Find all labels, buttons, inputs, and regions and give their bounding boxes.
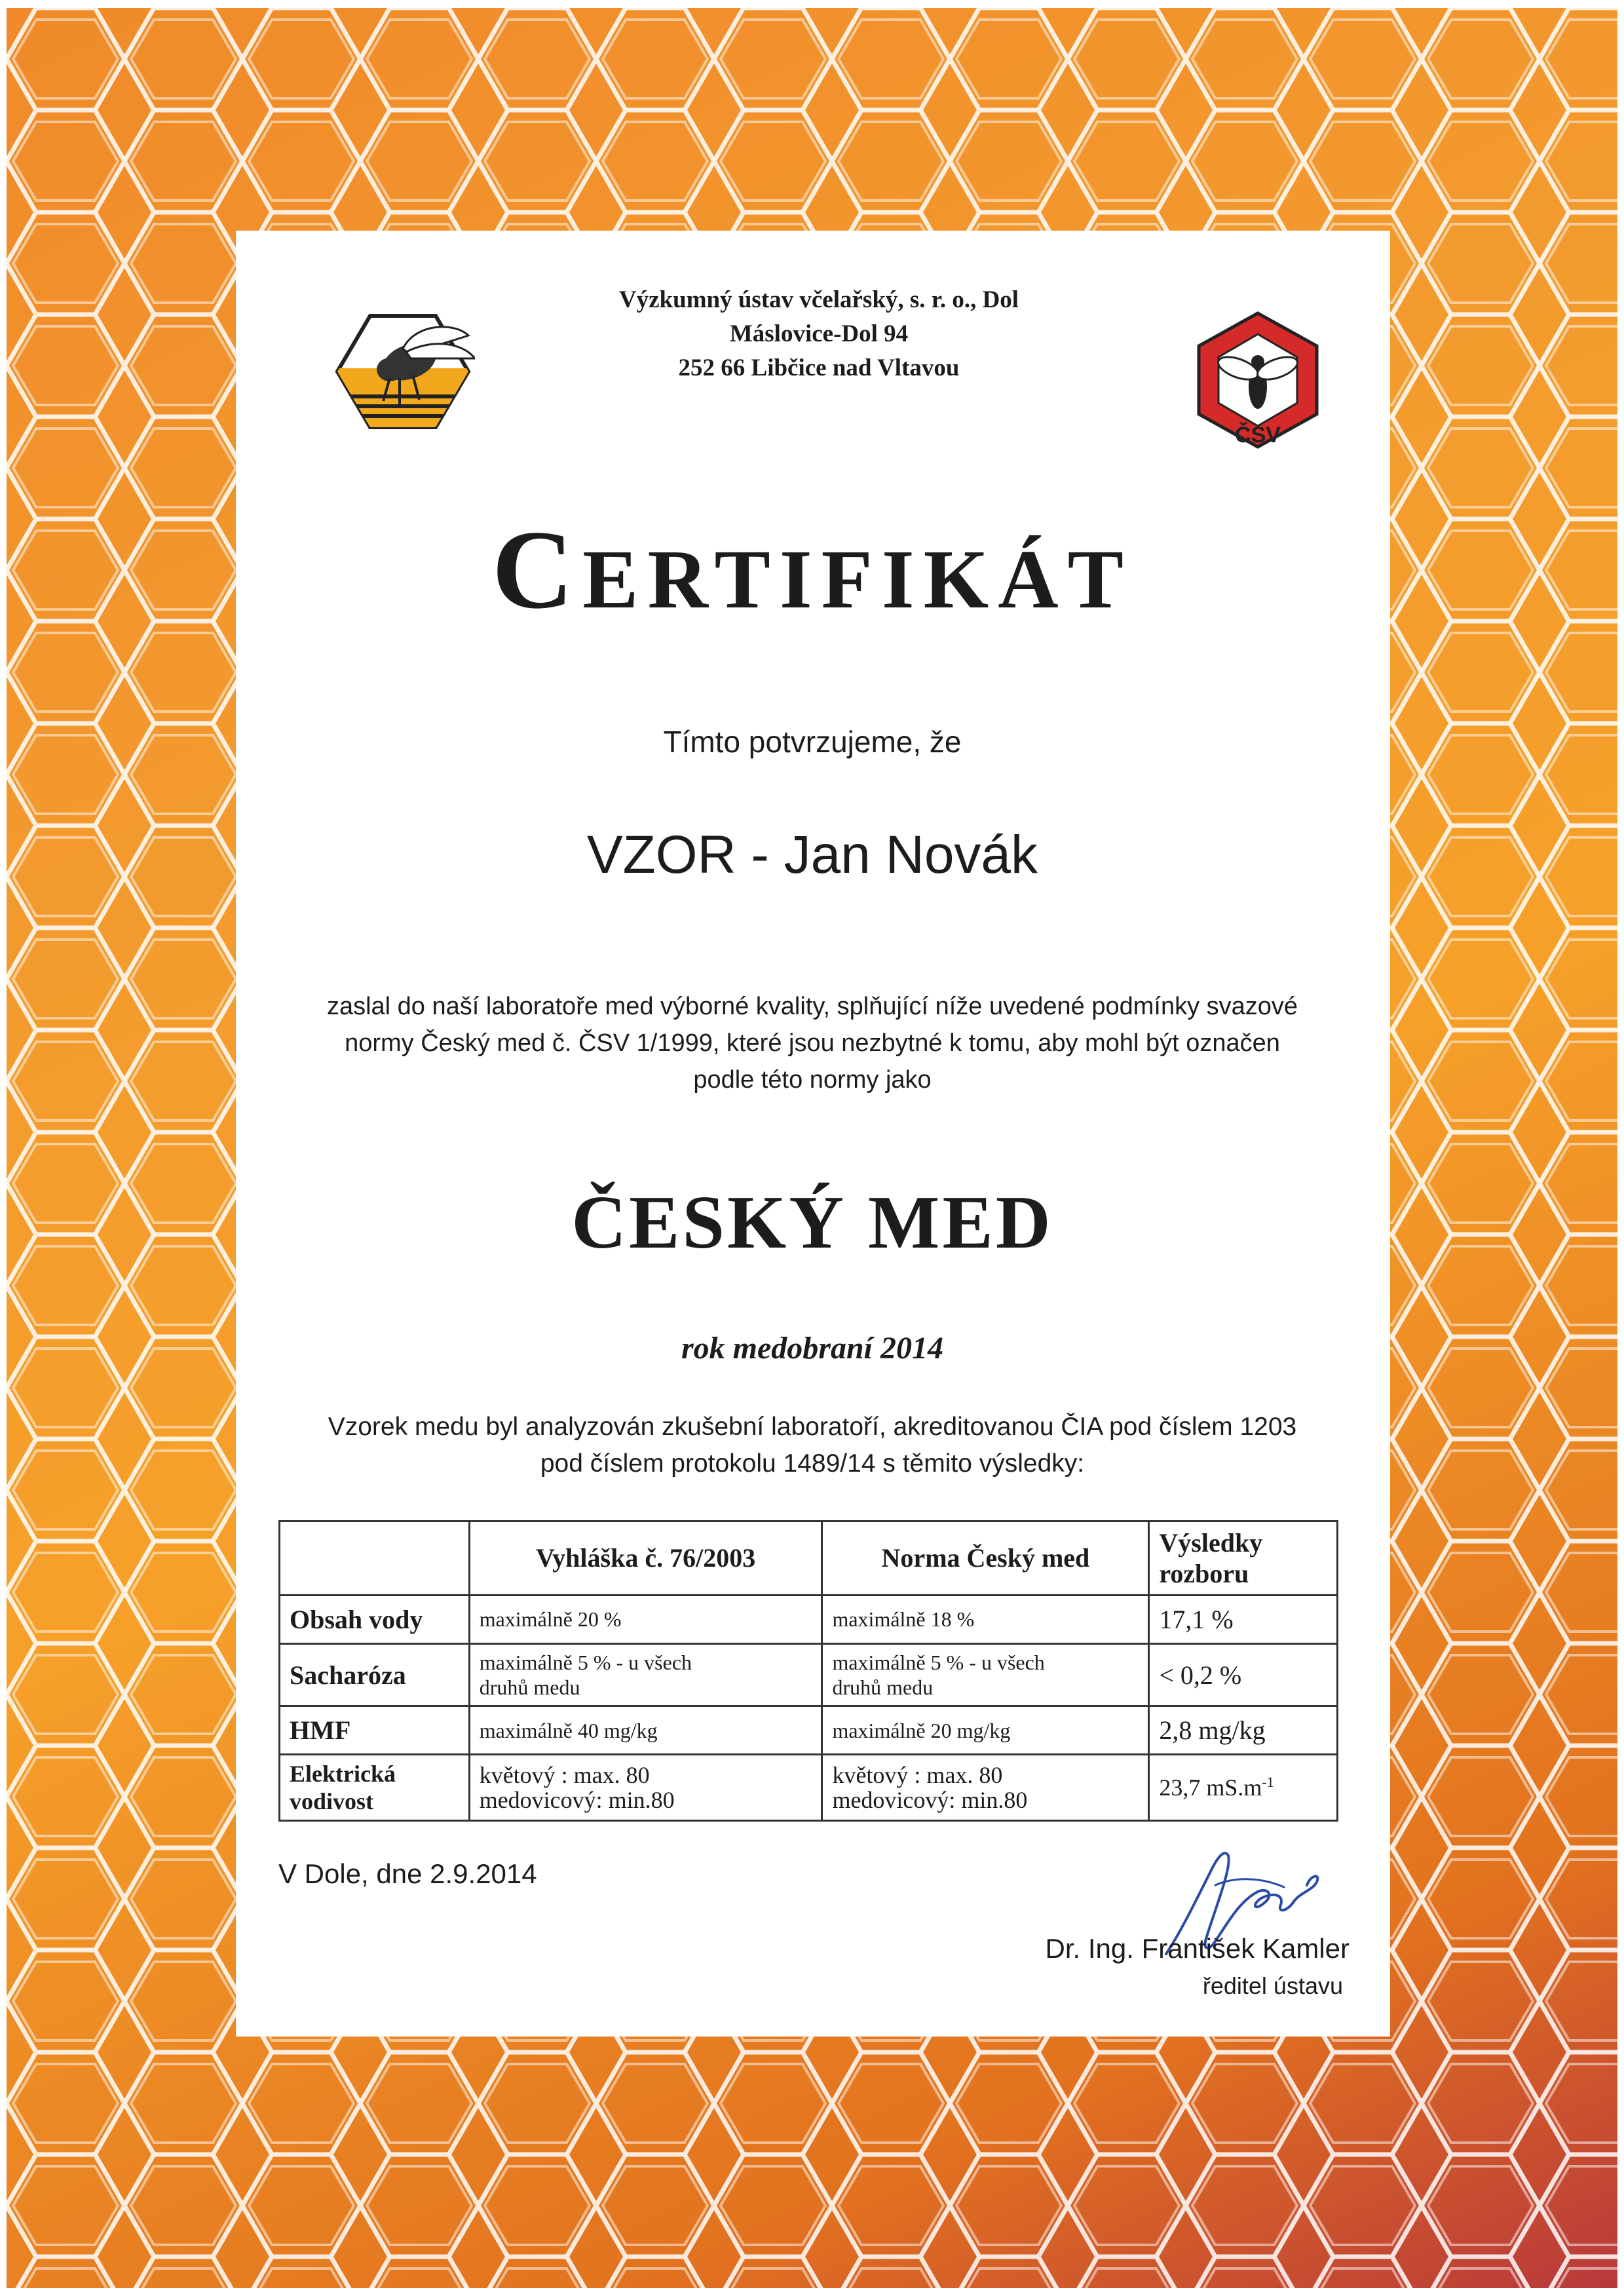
row-norm: [822, 1755, 1149, 1821]
results-table: [278, 1520, 1338, 1822]
certificate-title: [367, 505, 1258, 645]
institute-name: Výzkumný ústav včelařský, s. r. o., Dol: [618, 286, 1019, 313]
harvest-year: rok medobraní 2014: [681, 1331, 944, 1366]
table-header-results-line: Výsledky: [1159, 1527, 1263, 1558]
analysis-line: Vzorek medu byl analyzován zkušební laboratoří, akreditovanou ČIA pod číslem 1203: [328, 1413, 1297, 1441]
place-date: V Dole, dne 2.9.2014: [278, 1858, 537, 1889]
row-result: 17,1 %: [1149, 1595, 1338, 1643]
csv-logo-text: ČSV: [1235, 423, 1281, 448]
table-header-empty: [280, 1521, 470, 1596]
analysis-text: [275, 1409, 1350, 1482]
row-decree-line: květový : max. 80: [479, 1762, 650, 1789]
table-header-results: [1149, 1521, 1338, 1596]
row-norm: [822, 1644, 1149, 1706]
row-label-line: Elektrická: [290, 1761, 396, 1788]
table-header-results-line: rozboru: [1159, 1558, 1249, 1588]
institute-address-line2: 252 66 Libčice nad Vltavou: [678, 354, 960, 381]
signer-name: Dr. Ing. František Kamler: [1045, 1933, 1350, 1964]
intro-text: Tímto potvrzujeme, že: [663, 725, 962, 759]
row-decree: [469, 1644, 822, 1706]
table-header-decree: Vyhláška č. 76/2003: [469, 1521, 822, 1596]
row-decree-line: medovicový: min.80: [479, 1787, 675, 1814]
table-row: [280, 1595, 1338, 1643]
institute-header: [524, 283, 1114, 385]
row-label: Obsah vody: [280, 1595, 470, 1643]
row-label: Sacharóza: [280, 1644, 470, 1706]
title-rest: ERTIFIKÁT: [582, 533, 1133, 626]
row-norm-line: maximálně 5 % - u všech: [832, 1651, 1045, 1675]
brand-title: ČESKÝ MED: [571, 1181, 1053, 1265]
title-initial: C: [491, 508, 583, 632]
recipient-name: VZOR - Jan Novák: [586, 825, 1038, 885]
institute-address-line1: Máslovice-Dol 94: [729, 320, 909, 347]
row-result: [1149, 1755, 1338, 1821]
row-result-exponent: -1: [1262, 1774, 1274, 1791]
table-row: [280, 1644, 1338, 1706]
table-header-norm: Norma Český med: [822, 1521, 1149, 1596]
csv-logo: [1192, 308, 1323, 462]
table-row: [280, 1755, 1338, 1821]
analysis-line: pod číslem protokolu 1489/14 s těmito výsledky:: [540, 1449, 1085, 1478]
row-norm-line: květový : max. 80: [832, 1762, 1003, 1789]
row-norm: maximálně 18 %: [822, 1595, 1149, 1643]
description-line: normy Český med č. ČSV 1/1999, které jsou nezbytné k tomu, aby mohl být označen: [345, 1029, 1280, 1057]
row-norm: maximálně 20 mg/kg: [822, 1706, 1149, 1754]
bee-logo-left: [331, 296, 475, 450]
row-decree-line: maximálně 5 % - u všech: [479, 1651, 692, 1675]
table-header-row: [280, 1521, 1338, 1596]
description-paragraph: [295, 988, 1330, 1098]
description-line: zaslal do naší laboratoře med výborné kvality, splňující níže uvedené podmínky svazové: [326, 993, 1298, 1020]
row-norm-line: medovicový: min.80: [832, 1787, 1028, 1814]
row-decree-line: druhů medu: [479, 1675, 580, 1700]
row-result: 2,8 mg/kg: [1149, 1706, 1338, 1754]
row-decree: maximálně 40 mg/kg: [469, 1706, 822, 1754]
table-row: [280, 1706, 1338, 1754]
row-label: HMF: [280, 1706, 470, 1754]
row-result: < 0,2 %: [1149, 1644, 1338, 1706]
row-decree: [469, 1755, 822, 1821]
signer-role: ředitel ústavu: [1202, 1972, 1343, 1999]
row-label: [280, 1755, 470, 1821]
row-norm-line: druhů medu: [832, 1675, 934, 1700]
row-label-line: vodivost: [290, 1788, 374, 1815]
description-line: podle této normy jako: [693, 1066, 932, 1094]
row-decree: maximálně 20 %: [469, 1595, 822, 1643]
row-result-value: 23,7 mS.m: [1159, 1774, 1262, 1801]
